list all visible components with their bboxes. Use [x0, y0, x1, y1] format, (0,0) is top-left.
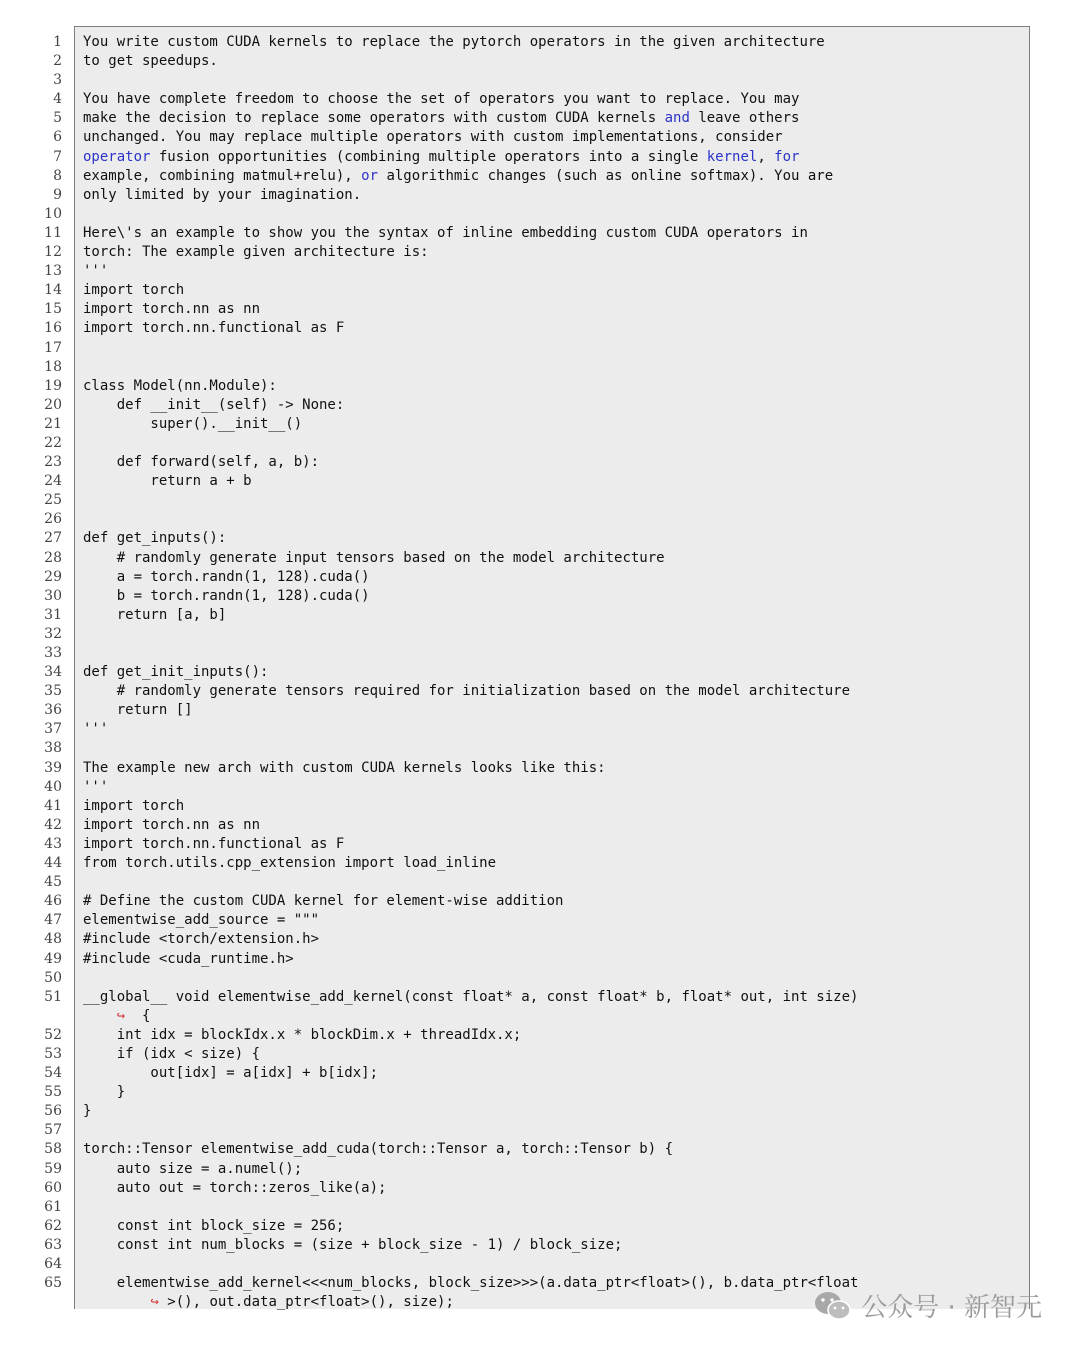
code-token: const int block_size = 256;: [83, 1217, 345, 1234]
code-line: [83, 988, 1028, 1007]
code-line: [83, 90, 1028, 109]
code-token: [83, 1294, 150, 1310]
line-number: 6: [53, 129, 62, 146]
code-line: [83, 415, 1028, 434]
line-number: 31: [44, 606, 62, 623]
line-number: 58: [44, 1141, 62, 1158]
code-line: [83, 243, 1028, 262]
code-token: to get speedups.: [83, 53, 218, 70]
code-line: [83, 472, 1028, 491]
code-line: [83, 969, 1028, 988]
line-number: 4: [53, 91, 62, 108]
line-number: 18: [44, 358, 62, 375]
code-token: super().__init__(): [83, 415, 303, 432]
line-number: 57: [44, 1122, 62, 1139]
code-token: ''': [83, 778, 109, 795]
code-token: }: [83, 1103, 92, 1120]
line-number: 36: [44, 702, 62, 719]
code-token: # Define the custom CUDA kernel for element-wise addition: [83, 893, 564, 910]
code-line: [83, 33, 1028, 52]
code-token: int idx = blockIdx.x * blockDim.x + threadIdx.x;: [83, 1026, 522, 1043]
line-number: 26: [44, 511, 62, 528]
code-line: [83, 1102, 1028, 1121]
code-token: a = torch.randn(1, 128).cuda(): [83, 568, 370, 585]
wrap-arrow-icon: ↪: [116, 1007, 126, 1024]
line-number: 35: [44, 683, 62, 700]
line-number: 54: [44, 1065, 62, 1082]
code-line-continuation: [83, 1007, 1028, 1026]
line-number: 64: [44, 1256, 62, 1272]
code-line: [83, 491, 1028, 510]
code-token: ''': [83, 721, 109, 738]
line-number: 19: [44, 377, 62, 394]
code-line: [83, 319, 1028, 338]
line-number: 39: [44, 759, 62, 776]
code-token: import torch.nn as nn: [83, 301, 261, 318]
line-number: 63: [44, 1236, 62, 1253]
line-number: 9: [53, 186, 62, 203]
code-line: [83, 148, 1028, 167]
code-line: [83, 1121, 1028, 1140]
code-line: [83, 1179, 1028, 1198]
code-token: algorithmic changes (such as online softmax). You are: [378, 167, 834, 184]
line-number: 62: [44, 1217, 62, 1234]
code-token: >(), out.data_ptr<float>(), size);: [158, 1294, 454, 1311]
keyword-highlight: and: [664, 110, 690, 127]
line-number: 23: [44, 454, 62, 471]
code-line: [83, 682, 1028, 701]
line-number: 50: [44, 969, 62, 986]
line-number: 33: [44, 645, 62, 661]
line-number: 42: [44, 816, 62, 833]
line-number: 37: [44, 721, 62, 738]
code-line: [83, 1064, 1028, 1083]
line-number: 38: [44, 740, 62, 757]
code-token: #include <torch/extension.h>: [83, 931, 320, 948]
code-line: [83, 262, 1028, 281]
code-token: def __init__(self) -> None:: [83, 396, 345, 413]
code-line: [83, 835, 1028, 854]
code-line: [83, 434, 1028, 453]
line-number: 52: [44, 1026, 62, 1043]
code-line: [83, 453, 1028, 472]
code-token: {: [125, 1007, 151, 1024]
code-token: auto size = a.numel();: [83, 1160, 303, 1177]
code-token: const int num_blocks = (size + block_size - 1) / block_size;: [83, 1236, 623, 1253]
line-number: 56: [44, 1103, 62, 1120]
line-number: 7: [53, 148, 62, 165]
line-number-blank: [30, 1293, 62, 1312]
code-line: [83, 797, 1028, 816]
code-token: return a + b: [83, 473, 252, 490]
code-line: [83, 587, 1028, 606]
line-number: 16: [44, 320, 62, 337]
line-number: 45: [44, 874, 62, 891]
code-token: ''': [83, 263, 109, 280]
line-number: 47: [44, 912, 62, 929]
code-line: [83, 1026, 1028, 1045]
code-token: return [a, b]: [83, 606, 227, 623]
keyword-highlight: or: [361, 167, 379, 184]
line-number: 44: [44, 855, 62, 872]
code-line: [83, 1236, 1028, 1255]
code-line: [83, 911, 1028, 930]
code-line: [83, 281, 1028, 300]
line-number: 5: [53, 110, 62, 127]
code-token: if (idx < size) {: [83, 1045, 261, 1062]
keyword-highlight: kernel: [706, 148, 758, 165]
code-line: [83, 644, 1028, 663]
line-number: 25: [44, 492, 62, 509]
code-token: # randomly generate input tensors based on the model architecture: [83, 549, 665, 566]
code-line: [83, 606, 1028, 625]
line-number: 22: [44, 434, 62, 451]
line-number: 24: [44, 473, 62, 490]
code-line: [83, 950, 1028, 969]
code-token: def get_inputs():: [83, 530, 227, 547]
code-token: import torch.nn as nn: [83, 816, 261, 833]
code-line: [83, 510, 1028, 529]
line-number: 27: [44, 530, 62, 547]
line-number: 51: [44, 988, 62, 1005]
line-number: 29: [44, 568, 62, 585]
line-number: 12: [44, 244, 62, 261]
watermark: [813, 1287, 1042, 1324]
code-line: [83, 778, 1028, 797]
code-line: [83, 663, 1028, 682]
line-number: 28: [44, 549, 62, 566]
line-number: 43: [44, 835, 62, 852]
code-line: [83, 167, 1028, 186]
code-line: [83, 71, 1028, 90]
code-token: You have complete freedom to choose the set of operators you want to replace. You may: [83, 91, 800, 108]
code-line: [83, 128, 1028, 147]
code-line: [83, 739, 1028, 758]
code-token: make the decision to replace some operators with custom CUDA kernels: [83, 110, 665, 127]
line-number: 30: [44, 587, 62, 604]
code-token: #include <cuda_runtime.h>: [83, 950, 294, 967]
code-token: import torch: [83, 797, 185, 814]
keyword-highlight: for: [774, 148, 800, 165]
code-line: [83, 873, 1028, 892]
code-line: [83, 1198, 1028, 1217]
code-line: [83, 892, 1028, 911]
code-token: out[idx] = a[idx] + b[idx];: [83, 1065, 379, 1082]
code-line: [83, 549, 1028, 568]
code-line: [83, 1045, 1028, 1064]
line-number: 1: [53, 34, 62, 50]
line-number: 2: [53, 53, 62, 70]
line-number: 14: [44, 282, 62, 299]
line-number: 46: [44, 893, 62, 910]
code-line: [83, 205, 1028, 224]
code-line: [83, 224, 1028, 243]
code-line: [83, 930, 1028, 949]
code-line: [83, 1083, 1028, 1102]
code-line: [83, 701, 1028, 720]
line-number: 3: [53, 72, 62, 89]
code-token: You write custom CUDA kernels to replace the pytorch operators in the given architecture: [83, 34, 825, 50]
line-number: 34: [44, 664, 62, 681]
line-number: 13: [44, 263, 62, 280]
code-token: import torch.nn.functional as F: [83, 320, 345, 337]
code-line: [83, 625, 1028, 644]
line-number: 61: [44, 1198, 62, 1215]
code-token: example, combining matmul+relu),: [83, 167, 362, 184]
code-line: [83, 816, 1028, 835]
line-number: 10: [44, 205, 62, 222]
line-number: 32: [44, 625, 62, 642]
code-line: [83, 52, 1028, 71]
code-token: import torch: [83, 282, 185, 299]
wrap-arrow-icon: ↪: [150, 1294, 159, 1311]
code-line: [83, 339, 1028, 358]
code-token: elementwise_add_source = """: [83, 912, 320, 929]
code-line: [83, 854, 1028, 873]
code-token: }: [83, 1084, 126, 1101]
code-token: def forward(self, a, b):: [83, 454, 320, 471]
code-line: [83, 377, 1028, 396]
code-token: leave others: [689, 110, 800, 127]
line-number: 8: [53, 167, 62, 184]
code-token: def get_init_inputs():: [83, 664, 269, 681]
code-token: fusion opportunities (combining multiple operators into a single: [150, 148, 707, 165]
code-line: [83, 568, 1028, 587]
watermark-text: 公众号 · 新智元: [861, 1293, 1042, 1323]
code-token: [83, 1008, 117, 1024]
code-token: torch::Tensor elementwise_add_cuda(torch::Tensor a, torch::Tensor b) {: [83, 1141, 674, 1158]
code-line: [83, 720, 1028, 739]
code-line: [83, 1140, 1028, 1159]
line-number-blank: [30, 1007, 62, 1026]
code-line: [83, 1160, 1028, 1179]
code-token: ,: [757, 148, 775, 165]
line-number: 15: [44, 301, 62, 318]
code-line: [83, 759, 1028, 778]
line-number: 11: [44, 224, 62, 241]
line-number: 48: [44, 931, 62, 948]
code-token: Here\'s an example to show you the syntax of inline embedding custom CUDA operators in: [83, 224, 808, 241]
code-token: torch: The example given architecture is:: [83, 244, 429, 261]
line-number: 65: [44, 1275, 62, 1292]
line-numbers: [30, 33, 62, 1312]
code-token: class Model(nn.Module):: [83, 377, 277, 394]
wechat-icon: [813, 1290, 853, 1322]
code-token: # randomly generate tensors required for initialization based on the model architecture: [83, 683, 851, 700]
keyword-highlight: operator: [83, 148, 151, 165]
line-number: 40: [44, 778, 62, 795]
line-number: 59: [44, 1160, 62, 1177]
code-token: auto out = torch::zeros_like(a);: [83, 1179, 387, 1196]
code-token: elementwise_add_kernel<<<num_blocks, block_size>>>(a.data_ptr<float>(), b.data_ptr<float: [83, 1275, 859, 1292]
line-number: 20: [44, 396, 62, 413]
code-token: The example new arch with custom CUDA kernels looks like this:: [83, 759, 606, 776]
line-number: 55: [44, 1084, 62, 1101]
line-number: 21: [44, 415, 62, 432]
line-number: 49: [44, 950, 62, 967]
line-number: 41: [44, 797, 62, 814]
code-line: [83, 186, 1028, 205]
code-line: [83, 300, 1028, 319]
code-token: unchanged. You may replace multiple operators with custom implementations, consider: [83, 129, 783, 146]
code-line: [83, 109, 1028, 128]
code-line: [83, 529, 1028, 548]
code-token: __global__ void elementwise_add_kernel(const float* a, const float* b, float* out, int size): [83, 988, 859, 1005]
code-line: [83, 396, 1028, 415]
line-number: 53: [44, 1045, 62, 1062]
line-number: 60: [44, 1179, 62, 1196]
code-token: only limited by your imagination.: [83, 186, 362, 203]
code-line: [83, 1255, 1028, 1274]
code-line: [83, 1217, 1028, 1236]
code-token: from torch.utils.cpp_extension import load_inline: [83, 855, 497, 872]
line-number: 17: [44, 339, 62, 356]
code-token: return []: [83, 702, 193, 719]
code-token: b = torch.randn(1, 128).cuda(): [83, 587, 370, 604]
code-line: [83, 358, 1028, 377]
code-text: [83, 33, 1028, 1312]
code-token: import torch.nn.functional as F: [83, 835, 345, 852]
